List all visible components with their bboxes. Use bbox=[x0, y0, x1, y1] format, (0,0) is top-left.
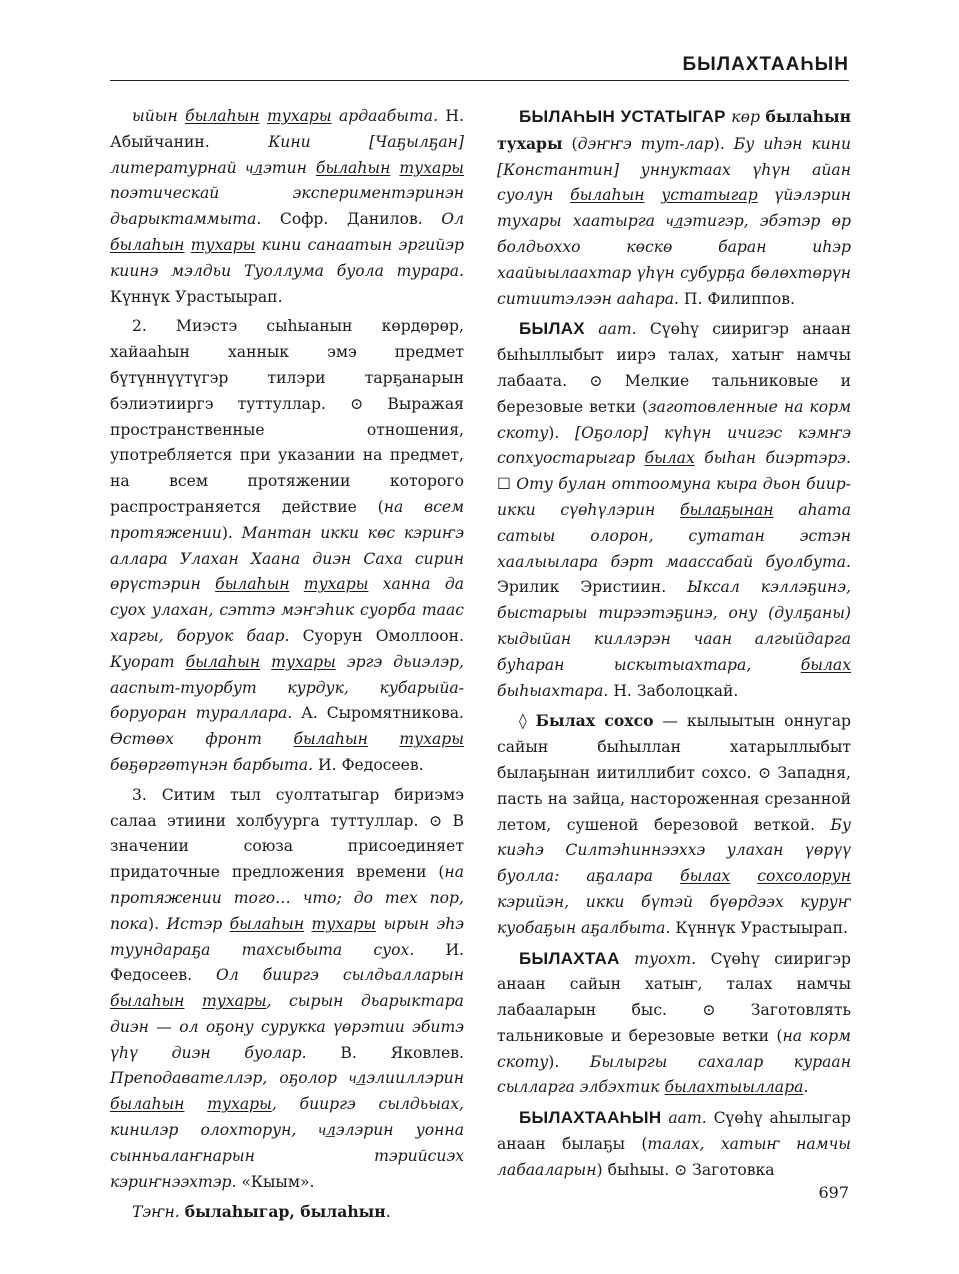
example-text: Кини [Чаҕылҕан] литературнай ч͟лэтин bbox=[110, 132, 464, 177]
example-text: аһата сатыы олорон, сутатан эстэн хаалыылара бэрт маассабай буолбута. bbox=[497, 500, 851, 571]
underlined-term: тухары bbox=[311, 914, 377, 933]
example-text: Ыксал кэллэҕинэ, быстарыы тирээтэҕинэ, ону (дулҕаны) кыдыйан киллэрэн чаан алгыйдарга буһаран ыскытыахтара, bbox=[497, 578, 851, 674]
right-paragraph bbox=[497, 708, 851, 941]
underlined-term: тухары bbox=[399, 158, 464, 177]
left-paragraph bbox=[110, 104, 464, 310]
example-text bbox=[730, 867, 757, 885]
definition-text: «Кыым». bbox=[236, 1172, 315, 1191]
example-text: Преподавателлэр, оҕолор ч͟лэлииллэрин bbox=[110, 1069, 464, 1088]
underlined-term: тухары bbox=[190, 235, 256, 254]
definition-text: ). bbox=[548, 423, 576, 442]
example-text bbox=[184, 992, 202, 1010]
example-text bbox=[304, 915, 311, 933]
definition-text: Сүөһү сииригэр анаан сайын хатыҥ, талах намчы лабааларын быс. ⊙ Заготовлять тальниковые и березовые ветки ( bbox=[497, 949, 851, 1045]
definition-text: Н. Абыйчанин. bbox=[110, 107, 464, 151]
underlined-term: былаһын bbox=[110, 992, 185, 1011]
running-header: БЫЛАХТААҺЫН bbox=[682, 54, 849, 75]
underlined-term: тухары bbox=[303, 575, 369, 594]
underlined-term: былаһын bbox=[570, 186, 645, 205]
underlined-term: былаһын bbox=[185, 107, 260, 125]
example-text: , бииргэ сылдьыах, кинилэр олохторун, ч͟лэлэрин уонна сынньалаҥнарын тэрийсиэх кэриҥнээхтэр. bbox=[110, 1095, 464, 1191]
definition-text: Софр. Данилов. bbox=[261, 210, 442, 229]
left-paragraph bbox=[110, 314, 464, 778]
underlined-term: былаһын bbox=[293, 730, 368, 749]
example-text: быһыахтара. bbox=[497, 681, 609, 700]
underlined-term: былаһын bbox=[185, 652, 261, 671]
example-text: на корм скоту bbox=[497, 1026, 851, 1071]
example-text: заготовленные на корм скоту bbox=[497, 397, 851, 442]
example-text: Куорат bbox=[110, 652, 186, 671]
definition-text: — кылыытын оннугар сайын быһыллан хатарыллыбыт былаҕынан иитиллибит сохсо. ⊙ Западня, пасть на зайца, настороженная срезанной летом, сушеной березовой веткой. bbox=[497, 712, 851, 834]
underlined-term: былаһын bbox=[315, 158, 391, 177]
definition-text: . bbox=[385, 1203, 391, 1222]
right-paragraph bbox=[497, 946, 851, 1102]
example-text: аат. bbox=[661, 1109, 714, 1128]
bold-phrase: Былах сохсо bbox=[535, 711, 654, 731]
underlined-term: тухары bbox=[271, 652, 336, 671]
definition-text: А. Сыромятникова. bbox=[292, 704, 464, 723]
example-text: көр bbox=[725, 108, 766, 126]
definition-text: ◊ bbox=[519, 712, 536, 731]
underlined-term: былаһын bbox=[215, 575, 290, 594]
definition-text: Суорун Омоллоон. bbox=[289, 626, 464, 645]
underlined-term: сохсолорун bbox=[757, 867, 851, 886]
definition-text: ). bbox=[548, 1052, 590, 1071]
example-text: , сырын дьарыктара диэн — ол оҕону сурукка үөрэтии эбитэ үһү диэн буолар. bbox=[110, 992, 464, 1062]
right-column bbox=[497, 104, 851, 1184]
underlined-term: былах bbox=[680, 867, 731, 886]
example-text: Бу киэһэ Силтэһиннээххэ улахан үөрүү буолла: аҕалара bbox=[497, 815, 851, 886]
example-text: туохт. bbox=[619, 949, 711, 968]
example-text: ыйын bbox=[132, 107, 186, 125]
definition-text: ). bbox=[148, 914, 167, 933]
left-paragraph bbox=[110, 783, 464, 1196]
example-text: Мантан икки көс кэриҥэ аллара Улахан Хаана диэн Саха сирин өрүстэрин bbox=[110, 523, 465, 594]
left-column bbox=[110, 104, 464, 1226]
definition-text: 2. Миэстэ сыһыанын көрдөрөр, хайааһын ханнык эмэ предмет бүтүннүүтүгэр тилэри тарҕанарын бэлиэтииргэ туттуллар. ⊙ Выражая пространственные отношения, употребляется при указании на предмет, на всем протяжении которого распространяется действие ( bbox=[110, 317, 464, 516]
underlined-term: тухары bbox=[267, 107, 332, 125]
definition-text: ( bbox=[562, 134, 578, 153]
example-text: дэҥҥэ тут-лар bbox=[577, 134, 714, 153]
underlined-term: тухары bbox=[201, 992, 267, 1011]
underlined-term: тухары bbox=[399, 730, 464, 749]
example-text bbox=[260, 107, 267, 125]
example-text: Ол бииргэ сылдьалларын bbox=[216, 966, 465, 985]
underlined-term: былаһын bbox=[229, 914, 305, 933]
example-text: поэтическай экспериментэринэн дьарыктаммыта. bbox=[110, 184, 464, 229]
definition-text: ☐ bbox=[497, 475, 517, 494]
example-text bbox=[184, 1095, 207, 1113]
definition-text: П. Филиппов. bbox=[678, 289, 795, 308]
example-text bbox=[260, 653, 271, 671]
example-text: быһан биэртэрэ. bbox=[694, 449, 851, 468]
example-text: на протяжении того… что; до тех пор, пока bbox=[110, 863, 464, 933]
underlined-term: былаҕынан bbox=[680, 500, 774, 519]
example-text: ырын эһэ туундараҕа тахсыбыта суох. bbox=[110, 914, 464, 959]
header-rule bbox=[110, 80, 849, 81]
definition-text: ). bbox=[713, 134, 734, 153]
example-text: эргэ дьиэлэр, ааспыт-туорбут курдук, кубарыйа-боруоран тураллара. bbox=[110, 652, 464, 723]
headword: БЫЛАХТАА bbox=[519, 948, 620, 968]
underlined-term: былах bbox=[644, 449, 695, 468]
definition-text: И. Федосеев. bbox=[313, 755, 424, 774]
right-paragraph bbox=[497, 1105, 851, 1183]
example-text: үйэлэрин тухары хаатырга ч͟лэтигэр, эбэтэр өр болдьоххо көскө баран иһэр хаайыылаахтар үһүн субурҕа бөлөхтөрүн ситиитэлээн ааһара. bbox=[497, 186, 852, 308]
definition-text: Күннүк Урастыырап. bbox=[110, 287, 283, 306]
underlined-term: былах bbox=[800, 655, 851, 674]
example-text: ардаабыта. bbox=[331, 107, 439, 125]
definition-text: Н. Заболоцкай. bbox=[608, 681, 739, 700]
definition-text: 3. Ситим тыл суолтатыгар бириэмэ салаа этиини холбуурга туттуллар. ⊙ В значении союза присоединяет придаточные предложения времени ( bbox=[110, 785, 464, 882]
example-text: талах, хатыҥ намчы лабааларын bbox=[497, 1135, 851, 1179]
page-number: 697 bbox=[818, 1183, 849, 1202]
example-text: Истэр bbox=[166, 914, 230, 933]
underlined-term: былаһын bbox=[110, 1095, 185, 1114]
bold-phrase: былаһын тухары bbox=[497, 107, 851, 153]
definition-text: Күннүк Урастыырап. bbox=[670, 918, 848, 937]
underlined-term: тухары bbox=[207, 1095, 272, 1114]
right-paragraph bbox=[497, 104, 851, 312]
example-text: бөҕөргөтүнэн барбыта. bbox=[110, 755, 314, 774]
example-text: ханна да суох улахан, сэттэ мэҥэһик суорба таас харгы, боруок баар. bbox=[110, 575, 465, 645]
right-paragraph bbox=[497, 316, 851, 704]
definition-text: Сүөһү аһылыгар анаан былаҕы ( bbox=[497, 1109, 851, 1154]
definition-text: Эрилик Эристиин. bbox=[497, 578, 688, 597]
underlined-term: былаһын bbox=[110, 235, 185, 254]
example-text bbox=[290, 575, 304, 593]
example-text: Бу иһэн кини [Константин] уннуктаах үһүн айан суолун bbox=[497, 134, 851, 205]
example-text bbox=[645, 186, 662, 204]
example-text: кэрийэн, икки бүтэй бүөрдээх куруҥ куобаҕын аҕалбыта. bbox=[497, 892, 851, 937]
example-text: кини санаатын эргийэр киинэ мэлдьи Туоллума буола турара. bbox=[110, 235, 464, 280]
example-text: [Оҕолор] күһүн ичигэс кэмҥэ сопхуостарыгар bbox=[497, 423, 851, 468]
headword: БЫЛАХТААҺЫН bbox=[519, 1108, 662, 1128]
example-text: Былыргы сахалар кураан сылларга элбэхтик bbox=[497, 1052, 851, 1097]
example-text: Ол bbox=[441, 210, 464, 229]
example-text: на всем протяжении bbox=[110, 497, 464, 542]
bold-phrase: былаһыгар, былаһын bbox=[184, 1202, 386, 1222]
headword: БЫЛАХ bbox=[519, 319, 585, 339]
definition-text: И. Федосеев. bbox=[110, 940, 464, 985]
definition-text: ) быһыы. ⊙ Заготовка bbox=[596, 1160, 775, 1179]
definition-text: ). bbox=[221, 523, 242, 542]
left-paragraph bbox=[110, 1199, 464, 1226]
definition-text: Сүөһү сииригэр анаан быһыллыбыт иирэ талах, хатыҥ намчы лабаата. ⊙ Мелкие тальниковые и березовые ветки ( bbox=[497, 320, 851, 416]
headword: БЫЛАҺЫН УСТАТЫГАР bbox=[519, 107, 726, 126]
example-text: Оту булан оттоомуна кыра дьон биир-икки сүөһүлэрин bbox=[497, 475, 852, 519]
example-text: аат. bbox=[584, 320, 650, 339]
underlined-term: былахтыыллара bbox=[664, 1078, 804, 1097]
example-text: Өстөөх фронт bbox=[110, 730, 294, 749]
definition-text: В. Яковлев. bbox=[306, 1043, 464, 1062]
example-text: Тэҥн. bbox=[132, 1203, 185, 1222]
example-text bbox=[368, 730, 399, 748]
example-text: . bbox=[803, 1078, 809, 1097]
underlined-term: устатыгар bbox=[661, 186, 758, 205]
